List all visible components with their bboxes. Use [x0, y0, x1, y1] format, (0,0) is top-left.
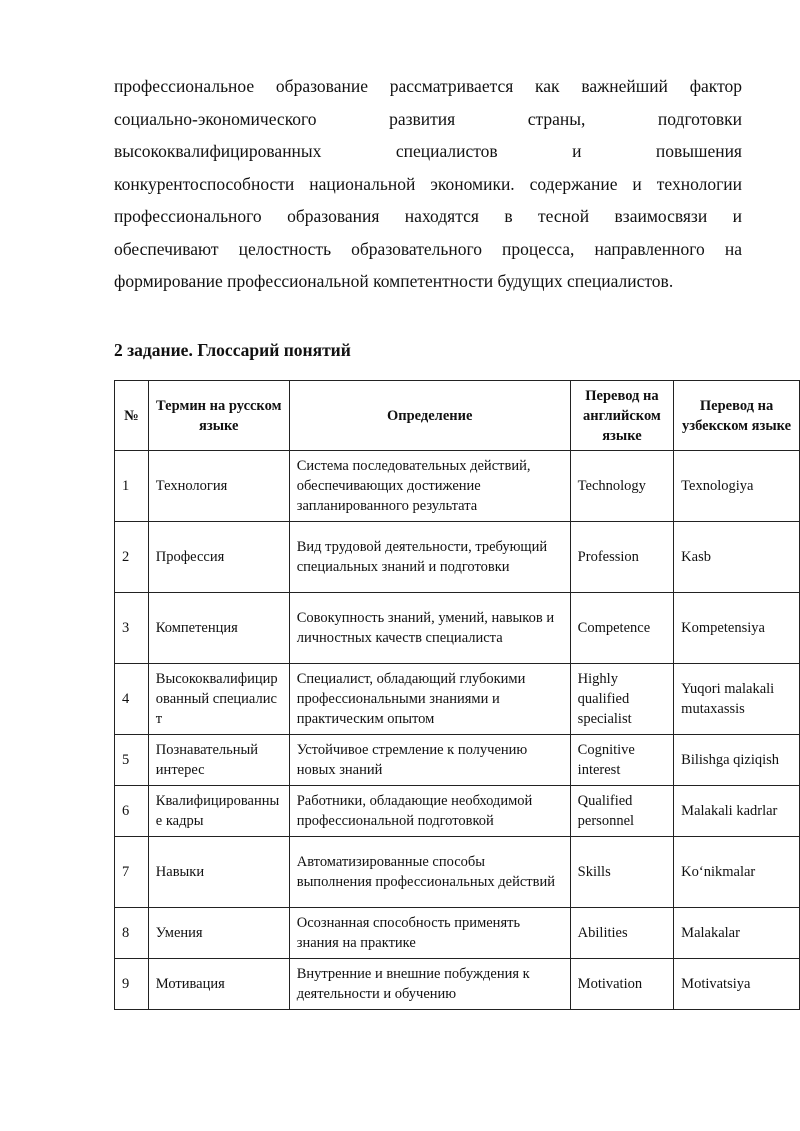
- cell-term: Умения: [148, 908, 289, 959]
- header-uzbek: Перевод на узбекском языке: [674, 381, 800, 451]
- paragraph-line: профессиональное образование рассматривается как важнейший фактор: [114, 76, 742, 96]
- cell-definition: Вид трудовой деятельности, требующий специальных знаний и подготовки: [289, 522, 570, 593]
- cell-definition: Осознанная способность применять знания на практике: [289, 908, 570, 959]
- table-row: [115, 959, 800, 1010]
- cell-uzbek: Motivatsiya: [674, 959, 800, 1010]
- cell-term: Мотивация: [148, 959, 289, 1010]
- table-row: [115, 837, 800, 908]
- cell-definition: Автоматизированные способы выполнения профессиональных действий: [289, 837, 570, 908]
- cell-term: Навыки: [148, 837, 289, 908]
- paragraph-line: обеспечивают целостность образовательного процесса, направленного на: [114, 238, 742, 259]
- cell-definition: Система последовательных действий, обеспечивающих достижение запланированного результата: [289, 451, 570, 522]
- table-row: [115, 786, 800, 837]
- cell-term: Технология: [148, 451, 289, 522]
- cell-definition: Работники, обладающие необходимой профессиональной подготовкой: [289, 786, 570, 837]
- cell-num: 7: [115, 837, 149, 908]
- paragraph-line: конкурентоспособности национальной экономики. содержание и технологии: [114, 173, 742, 194]
- cell-english: Competence: [570, 593, 674, 664]
- cell-num: 8: [115, 908, 149, 959]
- header-term: Термин на русском языке: [148, 381, 289, 451]
- cell-english: Qualified personnel: [570, 786, 674, 837]
- cell-uzbek: Bilishga qiziqish: [674, 735, 800, 786]
- cell-num: 3: [115, 593, 149, 664]
- cell-num: 2: [115, 522, 149, 593]
- cell-uzbek: Texnologiya: [674, 451, 800, 522]
- cell-english: Motivation: [570, 959, 674, 1010]
- cell-uzbek: Malakalar: [674, 908, 800, 959]
- cell-definition: Совокупность знаний, умений, навыков и личностных качеств специалиста: [289, 593, 570, 664]
- table-row: [115, 593, 800, 664]
- paragraph-line: социально-экономического развития страны, подготовки: [114, 108, 742, 129]
- cell-uzbek: Malakali kadrlar: [674, 786, 800, 837]
- cell-english: Abilities: [570, 908, 674, 959]
- section-heading: 2 задание. Глоссарий понятий: [114, 340, 351, 360]
- cell-term: Профессия: [148, 522, 289, 593]
- table-header-row: [115, 381, 800, 451]
- table-row: [115, 735, 800, 786]
- header-english: Перевод на английском языке: [570, 381, 674, 451]
- cell-term: Высококвалифицированный специалист: [148, 664, 289, 735]
- paragraph-line: формирование профессиональной компетентности будущих специалистов.: [114, 271, 674, 291]
- header-definition: Определение: [289, 381, 570, 451]
- table-row: [115, 908, 800, 959]
- cell-english: Profession: [570, 522, 674, 593]
- cell-num: 1: [115, 451, 149, 522]
- cell-english: Highly qualified specialist: [570, 664, 674, 735]
- cell-english: Cognitive interest: [570, 735, 674, 786]
- header-num: №: [115, 381, 149, 451]
- intro-paragraph: [114, 70, 742, 298]
- cell-uzbek: Koʻnikmalar: [674, 837, 800, 908]
- cell-term: Квалифицированные кадры: [148, 786, 289, 837]
- cell-uzbek: Kasb: [674, 522, 800, 593]
- cell-definition: Специалист, обладающий глубокими профессиональными знаниями и практическим опытом: [289, 664, 570, 735]
- cell-num: 4: [115, 664, 149, 735]
- cell-english: Skills: [570, 837, 674, 908]
- cell-num: 6: [115, 786, 149, 837]
- cell-english: Technology: [570, 451, 674, 522]
- cell-num: 9: [115, 959, 149, 1010]
- cell-uzbek: Kompetensiya: [674, 593, 800, 664]
- table-row: [115, 664, 800, 735]
- table-row: [115, 522, 800, 593]
- cell-term: Познавательный интерес: [148, 735, 289, 786]
- table-row: [115, 451, 800, 522]
- glossary-table: [114, 380, 800, 1010]
- cell-definition: Внутренние и внешние побуждения к деятельности и обучению: [289, 959, 570, 1010]
- cell-term: Компетенция: [148, 593, 289, 664]
- cell-definition: Устойчивое стремление к получению новых знаний: [289, 735, 570, 786]
- cell-num: 5: [115, 735, 149, 786]
- paragraph-line: высококвалифицированных специалистов и повышения: [114, 141, 742, 161]
- paragraph-line: профессионального образования находятся в тесной взаимосвязи и: [114, 206, 742, 226]
- cell-uzbek: Yuqori malakali mutaxassis: [674, 664, 800, 735]
